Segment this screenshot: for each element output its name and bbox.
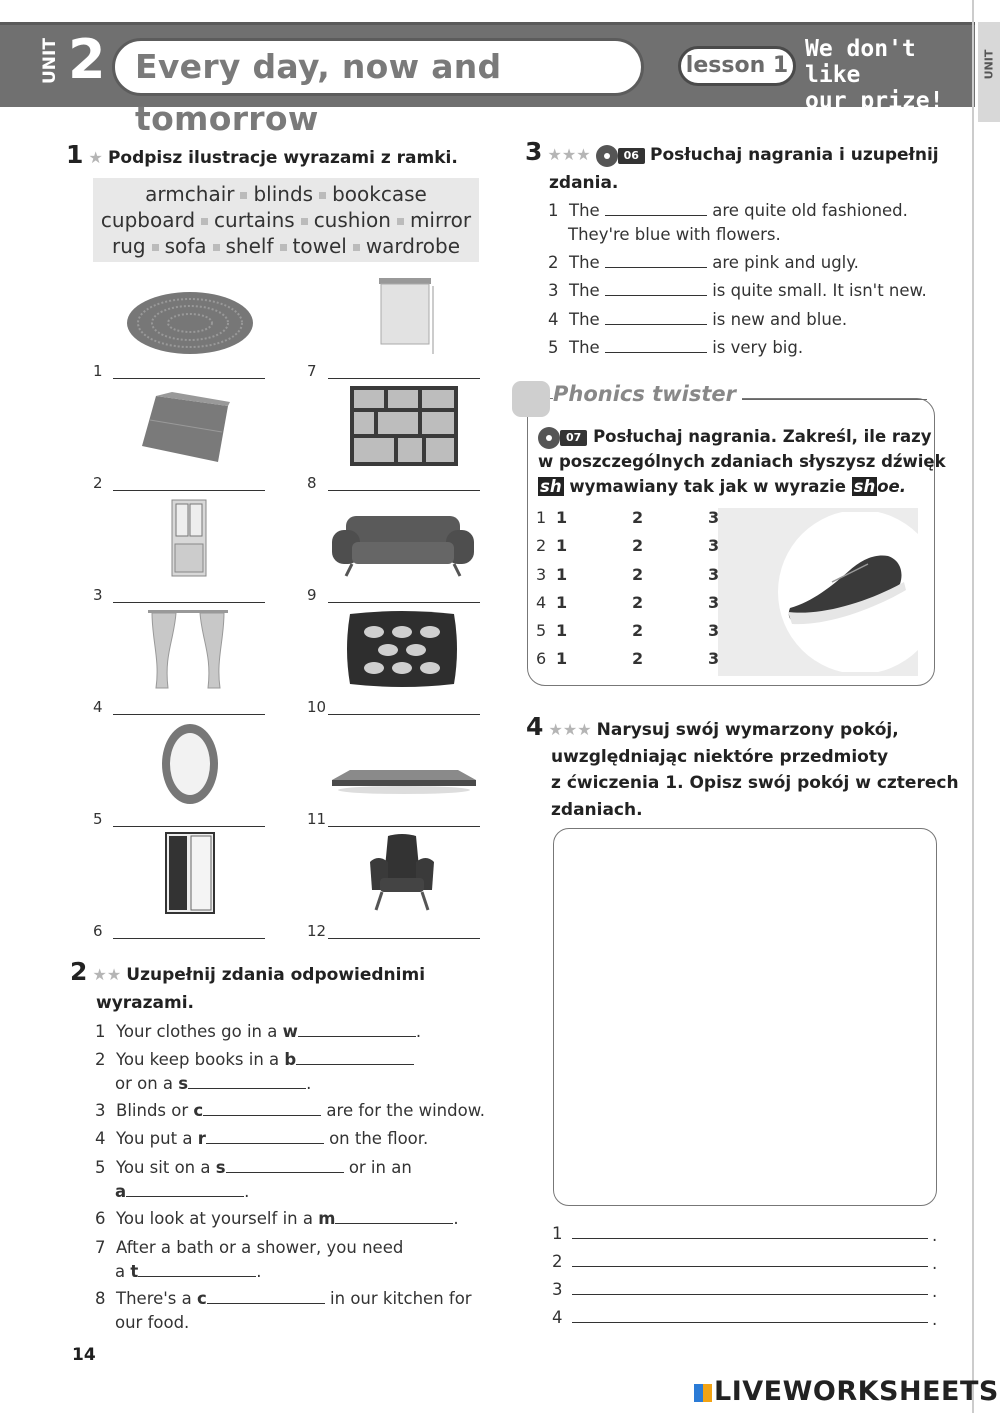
first-letter: a	[115, 1182, 127, 1201]
blank-input[interactable]	[226, 1158, 344, 1173]
option-1[interactable]: 1	[556, 621, 568, 641]
ex3-item-3	[548, 279, 927, 303]
star-icon: ★	[88, 148, 103, 167]
item-text: our food.	[115, 1313, 190, 1332]
item-text: are quite old fashioned.	[712, 201, 908, 220]
word: sofa	[164, 234, 207, 258]
dot: .	[932, 1226, 938, 1245]
item-number: 7	[95, 1238, 106, 1257]
page-edge	[972, 0, 974, 1413]
answer-line-9[interactable]	[328, 602, 480, 603]
item-text: The	[569, 253, 600, 272]
pic-number: 12	[307, 922, 327, 940]
phonics-line2: w poszczególnych zdaniach słyszysz dźwięk	[538, 452, 946, 471]
item-number: 2	[548, 253, 559, 272]
answer-line-4[interactable]	[113, 714, 265, 715]
item-text: After a bath or a shower, you need	[116, 1238, 404, 1257]
punct: .	[306, 1074, 312, 1093]
phonics-icon	[512, 381, 550, 417]
first-letter: c	[197, 1289, 207, 1308]
item-text: is quite small. It isn't new.	[712, 281, 927, 300]
shoe-picture	[772, 512, 922, 672]
answer-line-12[interactable]	[328, 938, 480, 939]
item-text: Blinds or	[116, 1101, 194, 1120]
item-number: 3	[95, 1101, 106, 1120]
pic-number: 2	[93, 474, 103, 492]
item-number: 6	[95, 1209, 106, 1228]
item-number: 1	[95, 1022, 106, 1041]
word: armchair	[145, 182, 235, 206]
option-3[interactable]: 3	[708, 536, 720, 556]
towel-picture	[138, 390, 234, 466]
pic-number: 9	[307, 586, 317, 604]
word-box	[93, 178, 479, 262]
blank-input[interactable]	[335, 1209, 453, 1224]
item-text: The	[569, 338, 600, 357]
answer-line-6[interactable]	[113, 938, 265, 939]
pic-number: 1	[93, 362, 103, 380]
ex2-item-5	[95, 1156, 412, 1204]
word: shelf	[225, 234, 274, 258]
item-text: You look at yourself in a	[116, 1209, 319, 1228]
blank-input[interactable]	[296, 1050, 414, 1065]
ex4-line-label: 3	[552, 1280, 563, 1299]
item-text: or in an	[348, 1158, 412, 1177]
logo-text: LIVEWORKSHEETS	[714, 1376, 999, 1407]
ex3-item-5	[548, 336, 803, 360]
ex4-line-label: 4	[552, 1308, 563, 1327]
ex1-number: 1	[66, 140, 84, 169]
option-2[interactable]: 2	[632, 536, 644, 556]
mirror-picture	[160, 722, 220, 806]
punct: .	[244, 1182, 250, 1201]
answer-line-10[interactable]	[328, 714, 480, 715]
blank-input[interactable]	[203, 1101, 321, 1116]
star-icon: ★★	[92, 965, 122, 984]
option-1[interactable]: 1	[556, 649, 568, 669]
option-3[interactable]: 3	[708, 508, 720, 527]
ex3-item-4	[548, 308, 847, 332]
bookcase-picture	[350, 386, 458, 466]
item-text: Your clothes go in a	[116, 1022, 283, 1041]
phonics-rule	[715, 399, 927, 400]
item-number: 3	[548, 281, 559, 300]
row-number: 3	[536, 564, 547, 584]
phonics-row	[536, 621, 719, 649]
audio-disc-icon[interactable]	[538, 427, 560, 449]
phonics-row	[536, 649, 719, 677]
first-letter: s	[215, 1158, 226, 1177]
blank-input[interactable]	[605, 310, 707, 325]
blinds-picture	[377, 276, 437, 356]
item-text: are for the window.	[326, 1101, 485, 1120]
word: curtains	[214, 208, 295, 232]
track-number: 07	[560, 430, 587, 446]
option-2[interactable]: 2	[632, 592, 644, 612]
blank-input[interactable]	[207, 1289, 325, 1304]
pic-number: 10	[307, 698, 327, 716]
phonics-line1: Posłuchaj nagrania. Zakreśl, ile razy	[593, 427, 932, 446]
ex1-heading	[66, 140, 458, 169]
item-text: in our kitchen for	[330, 1289, 472, 1308]
answer-line-5[interactable]	[113, 826, 265, 827]
armchair-picture	[366, 832, 438, 914]
item-text: You sit on a	[116, 1158, 216, 1177]
option-2[interactable]: 2	[632, 564, 644, 584]
ex4-line1: Narysuj swój wymarzony pokój,	[596, 720, 899, 740]
ex4-line4: zdaniach.	[551, 799, 643, 820]
item-number: 8	[95, 1289, 106, 1308]
phonics-instruction	[538, 424, 946, 499]
sh-badge: sh	[540, 477, 562, 496]
item-number: 4	[95, 1129, 106, 1148]
word-box-line-1	[93, 181, 479, 207]
pic-number: 4	[93, 698, 103, 716]
answer-line-8[interactable]	[328, 490, 480, 491]
punct: .	[415, 1022, 422, 1041]
pic-number: 3	[93, 586, 103, 604]
option-1[interactable]: 1	[556, 536, 568, 556]
sofa-picture	[330, 514, 476, 578]
ex4-line3: z ćwiczenia 1. Opisz swój pokój w czterech	[551, 773, 959, 793]
pic-number: 5	[93, 810, 103, 828]
cupboard-picture	[170, 498, 208, 578]
row-number: 6	[536, 649, 547, 669]
drawing-area[interactable]	[553, 828, 937, 1206]
ex3-instruction: Posłuchaj nagrania i uzupełnij	[650, 145, 939, 165]
curtains-picture	[148, 610, 228, 690]
first-letter: w	[282, 1022, 298, 1041]
ex3-instruction-2: zdania.	[549, 173, 619, 193]
option-3[interactable]: 3	[708, 592, 720, 612]
phonics-row	[536, 593, 719, 621]
word: cupboard	[100, 208, 196, 232]
ex2-item-4	[95, 1127, 428, 1151]
option-2[interactable]: 2	[632, 621, 644, 641]
ex3-number: 3	[525, 137, 543, 166]
ex2-instruction-2: wyrazami.	[96, 993, 195, 1013]
ex4-line2: uwzględniając niektóre przedmioty	[551, 746, 889, 767]
ex2-item-7	[95, 1236, 403, 1284]
option-2[interactable]: 2	[632, 649, 644, 669]
wardrobe-picture	[165, 832, 215, 914]
punct: .	[256, 1262, 262, 1281]
item-text: They're blue with flowers.	[568, 225, 781, 244]
item-text: The	[569, 310, 600, 329]
row-number: 4	[536, 592, 547, 612]
pic-number: 11	[307, 810, 327, 828]
ex4-number: 4	[526, 712, 544, 741]
option-3[interactable]: 3	[708, 621, 720, 641]
ex3-heading	[525, 138, 939, 197]
first-letter: s	[178, 1074, 189, 1093]
first-letter: c	[193, 1101, 204, 1120]
star-icon: ★★★	[548, 720, 592, 739]
phonics-row	[536, 565, 719, 593]
dot: .	[932, 1254, 938, 1273]
phonics-title: Phonics twister	[553, 382, 742, 406]
ex4-line-label: 1	[552, 1224, 563, 1243]
sentence-line-2[interactable]	[572, 1266, 928, 1267]
unit-number: 2	[68, 28, 106, 91]
lesson-title-line2: our prize!	[805, 88, 944, 114]
item-text: are pink and ugly.	[712, 253, 859, 272]
unit-badge	[28, 30, 110, 106]
item-text: The	[569, 201, 600, 220]
pic-number: 7	[307, 362, 317, 380]
blank-input[interactable]	[605, 201, 707, 216]
row-number: 5	[536, 621, 547, 641]
answer-line-11[interactable]	[328, 826, 480, 827]
ex2-item-1	[95, 1020, 421, 1044]
answer-line-2[interactable]	[113, 490, 265, 491]
first-letter: r	[197, 1129, 206, 1148]
option-3[interactable]: 3	[708, 564, 720, 584]
item-number: 5	[548, 338, 559, 357]
ex4-line-label: 2	[552, 1252, 563, 1271]
phonics-row	[536, 508, 719, 536]
answer-line-1[interactable]	[113, 378, 265, 379]
ex2-heading	[70, 958, 425, 1017]
cushion-picture	[344, 608, 460, 690]
item-text: on the floor.	[329, 1129, 429, 1148]
answer-line-7[interactable]	[328, 378, 480, 379]
item-text: is very big.	[712, 338, 804, 357]
star-icon: ★★★	[547, 145, 591, 164]
word: bookcase	[332, 182, 427, 206]
blank-input[interactable]	[206, 1129, 324, 1144]
page-number: 14	[72, 1345, 96, 1365]
first-letter: t	[130, 1262, 139, 1281]
blank-input[interactable]	[605, 253, 707, 268]
first-letter: m	[318, 1209, 336, 1228]
item-text: is new and blue.	[712, 310, 848, 329]
first-letter: b	[284, 1050, 297, 1069]
side-tab	[978, 22, 1000, 122]
item-text: a	[115, 1262, 131, 1281]
blank-input[interactable]	[605, 338, 707, 353]
row-number: 2	[536, 536, 547, 556]
sentence-line-3[interactable]	[572, 1294, 928, 1295]
item-text: There's a	[116, 1289, 197, 1308]
rug-picture	[125, 290, 255, 356]
liveworksheets-logo[interactable]	[694, 1376, 999, 1407]
item-text: or on a	[115, 1074, 179, 1093]
shelf-picture	[330, 766, 478, 798]
sentence-line-1[interactable]	[572, 1238, 928, 1239]
phonics-rows	[536, 508, 719, 678]
word: cushion	[313, 208, 391, 232]
blank-input[interactable]	[126, 1182, 244, 1197]
ex2-item-6	[95, 1207, 459, 1231]
word-box-line-3	[93, 233, 479, 259]
phonics-row	[536, 536, 719, 564]
option-2[interactable]: 2	[632, 508, 644, 527]
option-1[interactable]: 1	[556, 564, 568, 584]
item-number: 5	[95, 1158, 106, 1177]
item-number: 2	[95, 1050, 106, 1069]
track-number: 06	[618, 148, 645, 164]
ex3-item-2	[548, 251, 859, 275]
blank-input[interactable]	[188, 1074, 306, 1089]
phonics-line3: wymawiany tak jak w wyrazie	[569, 477, 846, 496]
word: towel	[292, 234, 347, 258]
ex2-item-8	[95, 1287, 472, 1335]
word: mirror	[409, 208, 472, 232]
option-1[interactable]: 1	[556, 508, 568, 527]
blank-input[interactable]	[605, 281, 707, 296]
ex2-item-3	[95, 1099, 485, 1123]
word: blinds	[253, 182, 314, 206]
option-3[interactable]: 3	[708, 649, 720, 669]
ex2-item-2	[95, 1048, 414, 1096]
shoe-rest: oe.	[877, 477, 907, 496]
item-number: 1	[548, 201, 559, 220]
pic-number: 8	[307, 474, 317, 492]
item-text: You put a	[116, 1129, 198, 1148]
item-text: You keep books in a	[116, 1050, 285, 1069]
option-1[interactable]: 1	[556, 592, 568, 612]
row-number: 1	[536, 508, 547, 527]
ex2-instruction: Uzupełnij zdania odpowiednimi	[126, 965, 426, 985]
dot: .	[932, 1310, 938, 1329]
sentence-line-4[interactable]	[572, 1322, 928, 1323]
ex1-instruction: Podpisz ilustracje wyrazami z ramki.	[107, 148, 458, 168]
lesson-title	[805, 36, 973, 114]
dot: .	[932, 1282, 938, 1301]
blank-input[interactable]	[298, 1022, 416, 1037]
word: wardrobe	[365, 234, 461, 258]
audio-disc-icon[interactable]	[596, 145, 618, 167]
blank-input[interactable]	[138, 1262, 256, 1277]
punct: .	[453, 1209, 459, 1228]
pic-number: 6	[93, 922, 103, 940]
unit-label: UNIT	[40, 38, 60, 84]
answer-line-3[interactable]	[113, 602, 265, 603]
lesson-title-line1: We don't like	[805, 36, 916, 88]
ex2-number: 2	[70, 957, 88, 986]
side-tab-label: UNIT	[982, 49, 996, 80]
ex3-item-1	[548, 199, 908, 247]
item-number: 4	[548, 310, 559, 329]
logo-icon	[694, 1384, 712, 1402]
sh-badge: sh	[853, 477, 876, 496]
lesson-label: lesson 1	[678, 46, 796, 86]
unit-title: Every day, now and tomorrow	[112, 38, 644, 96]
ex4-heading	[526, 714, 959, 823]
word: rug	[111, 234, 146, 258]
item-text: The	[569, 281, 600, 300]
word-box-line-2	[93, 207, 479, 233]
